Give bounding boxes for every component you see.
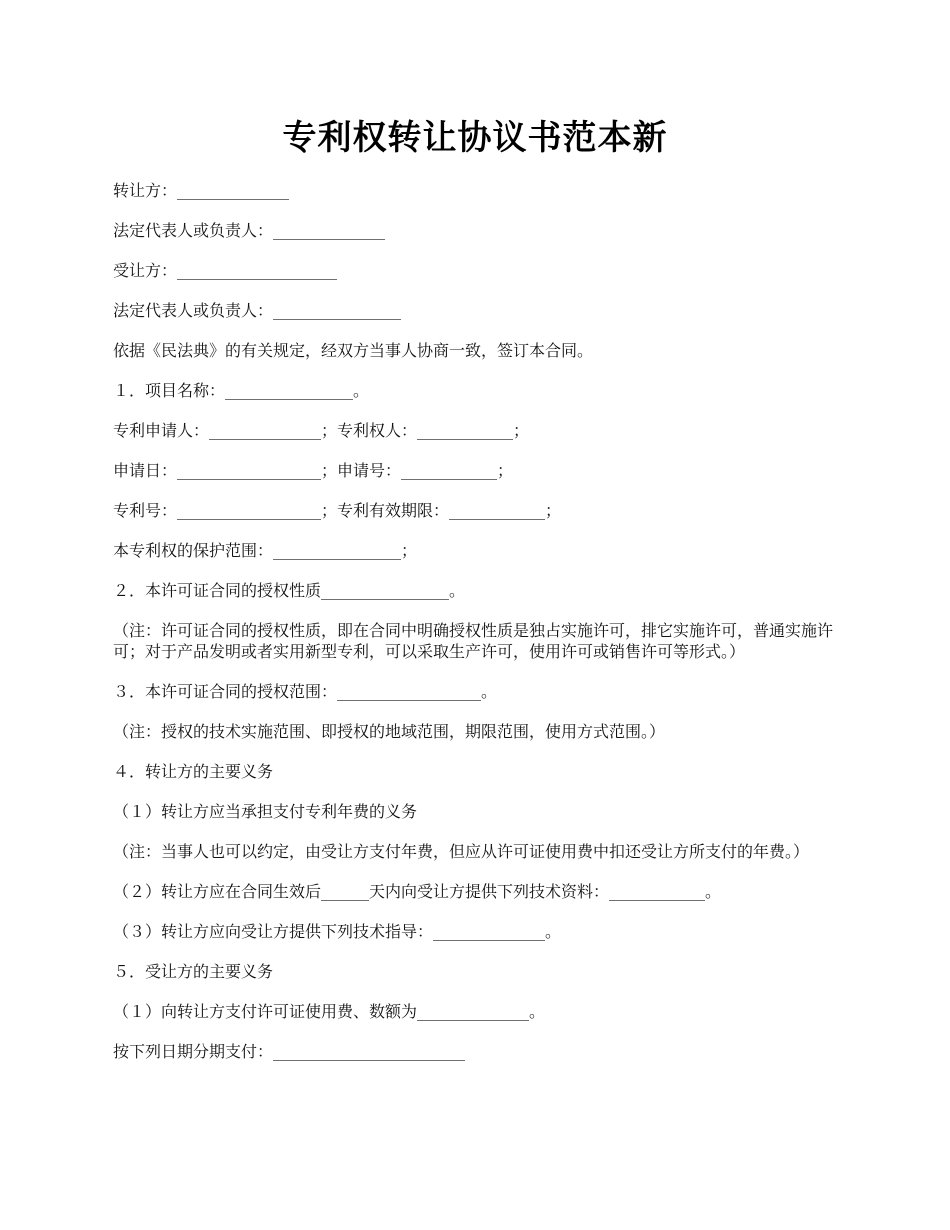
paragraph-transferee-representative: 法定代表人或负责人：________________ [113,301,402,320]
paragraph-transferor-representative: 法定代表人或负责人：______________ [113,221,386,240]
paragraph-legal-basis: 依据《民法典》的有关规定，经双方当事人协商一致，签订本合同。 [113,341,594,360]
paragraph-note-authorization-scope: （注：授权的技术实施范围、即授权的地域范围，期限范围，使用方式范围。） [113,722,666,741]
paragraph-application-date: 申请日：__________________；申请号：____________； [113,461,514,480]
paragraph-note-authorization-nature: （注：许可证合同的授权性质，即在合同中明确授权性质是独占实施许可，排它实施许可，普通实施许可；对于产品发明或者实用新型专利，可以采取生产许可，使用许可或销售许可等形式。） [113,621,834,661]
paragraph-authorization-scope: ３．本许可证合同的授权范围：__________________。 [113,682,498,701]
paragraph-transferee: 受让方：____________________ [113,261,338,280]
paragraph-transferor-obligations: ４．转让方的主要义务 [113,762,274,781]
paragraph-obligation-annual-fee: （１）转让方应当承担支付专利年费的义务 [113,802,418,821]
paragraph-patent-applicant: 专利申请人：______________；专利权人：____________； [113,421,530,440]
paragraph-project-name: １．项目名称：________________。 [113,381,370,400]
paragraph-transferor: 转让方：______________ [113,181,290,200]
document-body [113,180,843,1081]
paragraph-protection-scope: 本专利权的保护范围：________________； [113,541,418,560]
document-title: 专利权转让协议书范本新 [282,118,668,158]
paragraph-installment-payment: 按下列日期分期支付：________________________ [113,1042,466,1061]
paragraph-license-fee: （１）向转让方支付许可证使用费、数额为______________。 [113,1002,546,1021]
paragraph-patent-number: 专利号：__________________；专利有效期限：____________； [113,501,562,520]
paragraph-note-annual-fee: （注：当事人也可以约定，由受让方支付年费，但应从许可证使用费中扣还受让方所支付的年费。） [113,842,810,861]
paragraph-obligation-technical-materials: （２）转让方应在合同生效后______天内向受让方提供下列技术资料：____________。 [113,882,722,901]
paragraph-authorization-nature: ２．本许可证合同的授权性质________________。 [113,581,466,600]
paragraph-transferee-obligations: ５．受让方的主要义务 [113,962,274,981]
paragraph-obligation-technical-guidance: （３）转让方应向受让方提供下列技术指导：______________。 [113,922,562,941]
